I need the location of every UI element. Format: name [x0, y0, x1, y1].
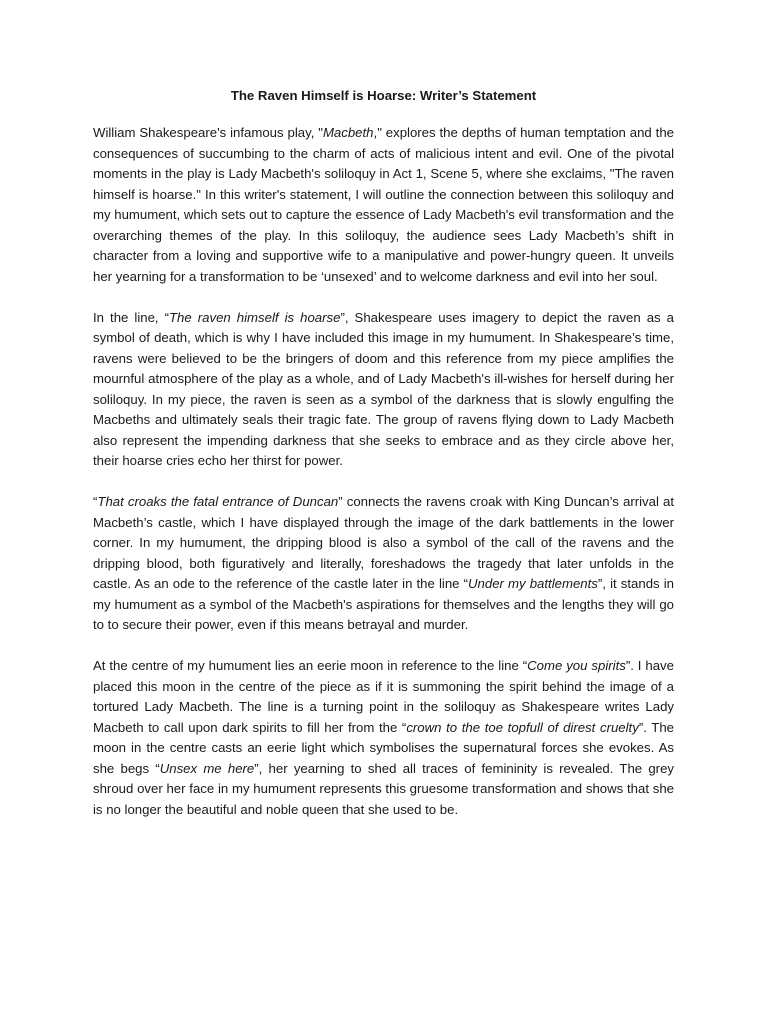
p4-italic-quote-1: Come you spirits: [527, 658, 626, 673]
p1-italic-macbeth: Macbeth: [322, 125, 374, 140]
p4-text-3: ”. The moon in the centre casts an eerie light which symbolises the supernatural forces she evokes. As she begs “: [93, 719, 674, 776]
p1-text-1: William Shakespeare's infamous play, ": [93, 125, 323, 140]
p4-italic-quote-3: Unsex me here: [159, 760, 255, 776]
page-title: The Raven Himself is Hoarse: Writer’s Statement: [230, 88, 537, 103]
p3-italic-quote-1: That croaks the fatal entrance of Duncan: [97, 494, 339, 509]
paragraph-4: [93, 656, 674, 820]
p2-text-1: In the line, “: [93, 309, 169, 325]
p4-text-4: ”, her yearning to shed all traces of femininity is revealed. The grey shroud over her face in my humument represents this gruesome transformation and shows that she is no longer the beautiful and noble queen that she used to be.: [93, 760, 674, 817]
p4-text-2: ”. I have placed this moon in the centre of the piece as if it is summoning the spirit behind the image of a tortured Lady Macbeth. The line is a turning point in the soliloquy as Shakespeare writes Lady Macbeth to call upon dark spirits to fill her from the “: [93, 658, 674, 735]
p2-italic-quote: The raven himself is hoarse: [169, 309, 341, 325]
document-page: [93, 86, 674, 841]
p4-text-1: At the centre of my humument lies an eerie moon in reference to the line “: [93, 658, 528, 673]
p2-text-2: ”, Shakespeare uses imagery to depict the raven as a symbol of death, which is why I have included this image in my humument. In Shakespeare’s time, ravens were believed to be the bringers of doom and this reference from my piece amplifies the mournful atmosphere of the play as a whole, and of Lady Macbeth's ill-wishes for herself during her soliloquy. In my piece, the raven is seen as a symbol of the darkness that is slowly engulfing the Macbeths and ultimately seals their tragic fate. The group of ravens flying down to Lady Macbeth also represent the impending darkness that she seeks to embrace and as they circle above her, their hoarse cries echo her thirst for power.: [93, 309, 674, 468]
p3-text-2: ” connects the ravens croak with King Duncan’s arrival at Macbeth’s castle, which I have displayed through the image of the dark battlements in the lower corner. In my humument, the dripping blood is also a symbol of the call of the ravens and the dripping blood, both figuratively and literally, foreshadows the tragedy that later unfolds in the castle. As an ode to the reference of the castle later in the line “: [93, 494, 674, 591]
paragraph-3: [93, 492, 674, 636]
paragraph-1: [93, 123, 674, 287]
p4-italic-quote-2: crown to the toe topfull of direst cruelty: [406, 719, 639, 735]
p3-text-3: ”, it stands in my humument as a symbol of the Macbeth's aspirations for themselves and the lengths they will go to to secure their power, even if this means betrayal and murder.: [93, 576, 675, 632]
p3-italic-quote-2: Under my battlements: [468, 576, 598, 591]
paragraph-2: [93, 308, 674, 472]
p1-text-2: ," explores the depths of human temptation and the consequences of succumbing to the charm of acts of malicious intent and evil. One of the pivotal moments in the play is Lady Macbeth's soliloquy in Act 1, Scene 5, where she exclaims, "The raven himself is hoarse." In this writer's statement, I will outline the connection between this soliloquy and my humument, which sets out to capture the essence of Lady Macbeth's evil transformation and the overarching themes of the play. In this soliloquy, the audience sees Lady Macbeth’s shift in character from a loving and supportive wife to a manipulative and power-hungry queen. It unveils her yearning for a transformation to be ‘unsexed’ and to welcome darkness and evil into her soul.: [93, 125, 674, 284]
p3-text-1: “: [93, 494, 98, 509]
